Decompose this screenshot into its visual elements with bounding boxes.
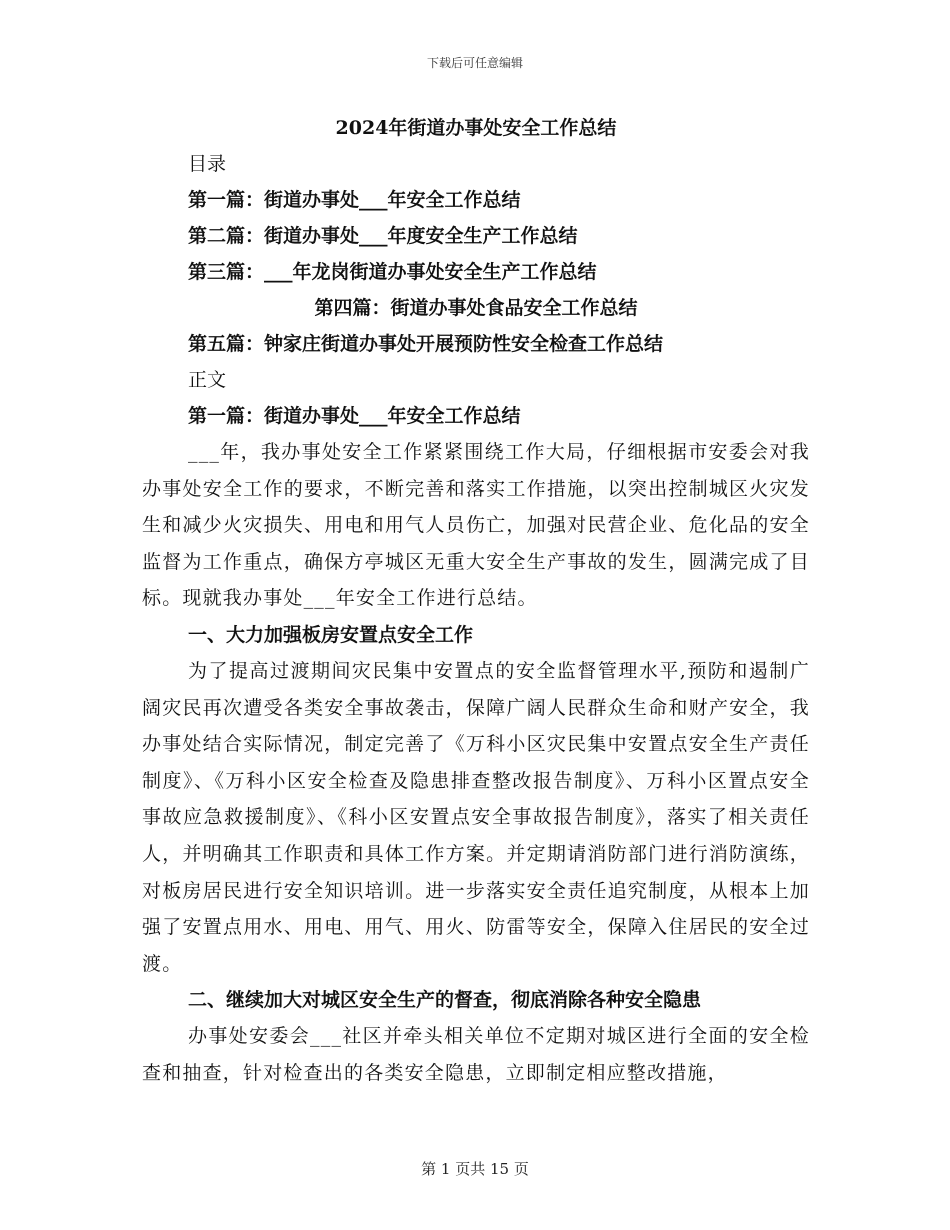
toc-label: 目录 (188, 153, 227, 175)
intro-paragraph: ___年，我办事处安全工作紧紧围绕工作大局，仔细根据市安委会对我办事处安全工作的要求，不断完善和落实工作措施，以突出控制城区火灾发生和减少火灾损失、用电和用气人员伤亡，加强对民营企业、危化品的安全监督为工作重点，确保方亭城区无重大安全生产事故的发生，圆满完成了目标。现就我办事处___年安全工作进行总结。 (142, 441, 810, 610)
toc-item-3: 第三篇：___年龙岗街道办事处安全生产工作总结 (188, 261, 597, 283)
page-header: 下载后可任意编辑 (426, 56, 523, 70)
heading-2: 二、继续加大对城区安全生产的督查，彻底消除各种安全隐患 (188, 989, 702, 1012)
paragraph-2: 办事处安委会___社区并牵头相关单位不定期对城区进行全面的安全检查和抽查，针对检查出的各类安全隐患，立即制定相应整改措施， (142, 1025, 810, 1084)
document-title: 2024年街道办事处安全工作总结 (335, 117, 617, 139)
paragraph-1: 为了提高过渡期间灾民集中安置点的安全监督管理水平,预防和遏制广阔灾民再次遭受各类安全事故袭击，保障广阔人民群众生命和财产安全，我办事处结合实际情况，制定完善了《万科小区灾民集中安置点安全生产责任制度》、《万科小区安全检查及隐患排查整改报告制度》、万科小区置点安全事故应急救援制度》、《科小区安置点安全事故报告制度》，落实了相关责任人，并明确其工作职责和具体工作方案。并定期请消防部门进行消防演练，对板房居民进行安全知识培训。进一步落实安全责任追究制度，从根本上加强了安置点用水、用电、用气、用火、防雷等安全，保障入住居民的安全过渡。 (142, 659, 810, 975)
page-footer: 第 1 页共 15 页 (421, 1160, 529, 1178)
toc-item-1: 第一篇：街道办事处___年安全工作总结 (188, 189, 521, 211)
body-label: 正文 (188, 369, 227, 391)
toc-item-4: 第四篇：街道办事处食品安全工作总结 (314, 297, 638, 319)
document-body (142, 110, 810, 1092)
section-title: 第一篇：街道办事处___年安全工作总结 (188, 405, 521, 427)
toc-item-5: 第五篇：钟家庄街道办事处开展预防性安全检查工作总结 (188, 333, 664, 355)
toc-item-2: 第二篇：街道办事处___年度安全生产工作总结 (188, 225, 578, 247)
heading-1: 一、大力加强板房安置点安全工作 (188, 623, 474, 646)
